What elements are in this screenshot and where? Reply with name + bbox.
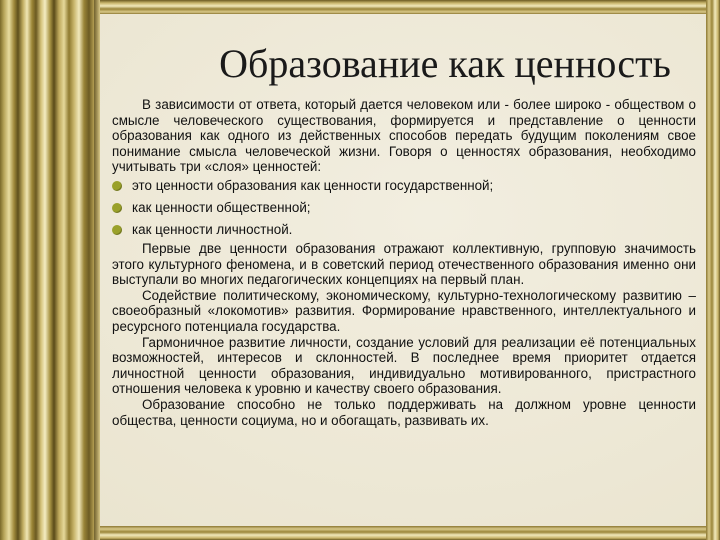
body-paragraph: Первые две ценности образования отражают коллективную, групповую значимость этого культурного феномена, и в советский период отечественного образования именно они выступали во многих педагогических концепциях на первый план.	[112, 240, 696, 288]
gold-frame-top	[100, 0, 720, 14]
body-paragraph: Образование способно не только поддерживать на должном уровне ценности общества, ценности социума, но и обогащать, развивать их.	[112, 396, 696, 428]
gold-frame-left	[0, 0, 100, 540]
bullet-text: как ценности личностной.	[132, 221, 293, 237]
bullet-item	[112, 175, 696, 197]
bullet-item	[112, 197, 696, 219]
bullet-text: это ценности образования как ценности государственной;	[132, 177, 494, 193]
body-paragraph: Гармоничное развитие личности, создание условий для реализации её потенциальных возможностей, интересов и склонностей. В последнее время приоритет отдается личностной ценности образования, индивидуально мотивированного, пристрастного отношения человека к уровню и качеству своего образования.	[112, 334, 696, 397]
bullet-item	[112, 219, 696, 241]
bullet-icon	[112, 203, 122, 213]
bullet-icon	[112, 225, 122, 235]
bullet-text: как ценности общественной;	[132, 199, 311, 215]
bullet-icon	[112, 181, 122, 191]
intro-paragraph: В зависимости от ответа, который дается человеком или - более широко - обществом о смысле человеческого существования, формируется и представление о ценности образования как одного из действенных способов передать будущим поколениям свое понимание смысла человеческой жизни. Говоря о ценностях образования, необходимо учитывать три «слоя» ценностей:	[112, 97, 696, 175]
body-paragraph: Содействие политическому, экономическому, культурно-технологическому развитию – своеобразный «локомотив» развития. Формирование нравственного, интеллектуального и ресурсного потенциала государства.	[112, 287, 696, 334]
slide-body	[112, 97, 696, 428]
slide-title: Образование как ценность	[219, 41, 671, 86]
gold-frame-bottom	[100, 526, 720, 540]
